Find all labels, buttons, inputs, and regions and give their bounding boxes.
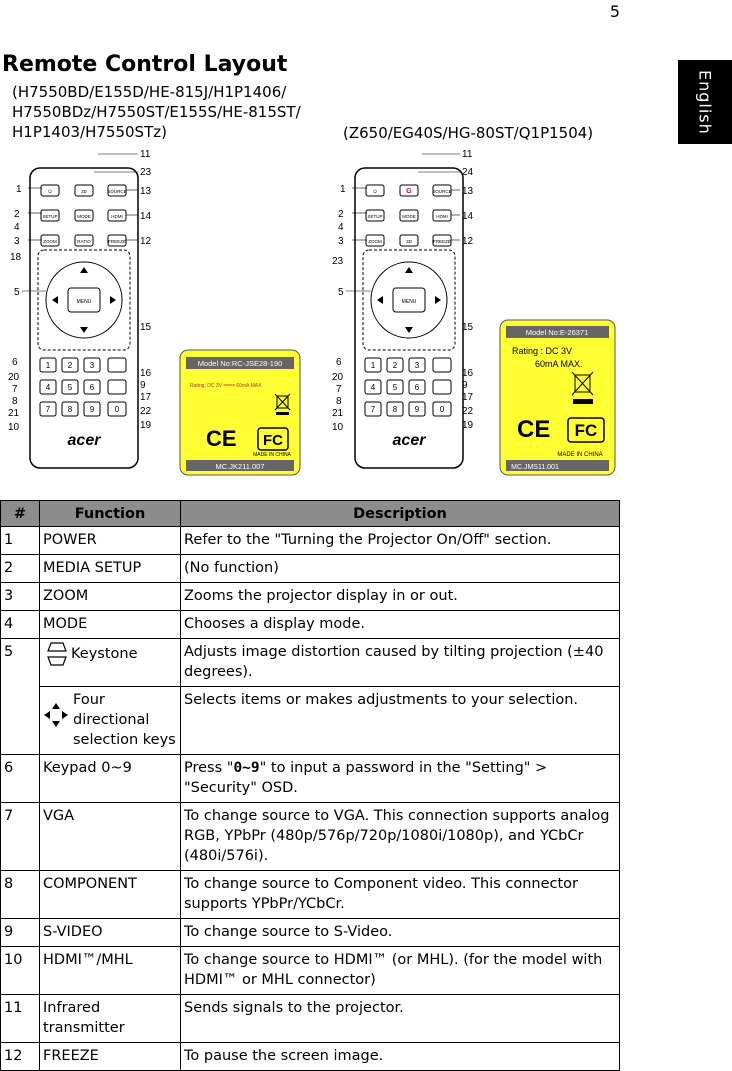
svg-text:4: 4 xyxy=(45,383,51,392)
left-freeze-key: FREEZE xyxy=(108,239,126,244)
table-row xyxy=(1,639,620,687)
svg-text:5: 5 xyxy=(338,287,344,298)
svg-text:1: 1 xyxy=(45,361,51,370)
svg-text:Model No:E-26371: Model No:E-26371 xyxy=(525,328,589,337)
svg-text:2: 2 xyxy=(67,361,73,370)
row-description: Press "0~9" to input a password in the "Setting" > "Security" OSD. xyxy=(181,755,620,803)
svg-text:FC: FC xyxy=(574,421,598,440)
svg-text:60mA MAX.: 60mA MAX. xyxy=(535,359,583,369)
table-row xyxy=(1,583,620,611)
svg-text:9: 9 xyxy=(89,405,95,414)
table-header-row xyxy=(1,501,620,527)
left-model-list: (H7550BD/E155D/HE-815J/H1P1406/ H7550BDz/H7550ST/E155S/HE-815ST/ H1P1403/H7550STz) xyxy=(12,83,301,141)
svg-text:5: 5 xyxy=(14,287,20,298)
row-function: MEDIA SETUP xyxy=(40,555,181,583)
row-description: To change source to S-Video. xyxy=(181,919,620,947)
row-function xyxy=(40,687,181,755)
svg-text:21: 21 xyxy=(8,408,20,419)
svg-text:4: 4 xyxy=(338,222,344,233)
row-function: VGA xyxy=(40,803,181,871)
left-remote xyxy=(30,168,138,468)
svg-text:MADE IN CHINA: MADE IN CHINA xyxy=(557,452,603,458)
language-tab xyxy=(678,60,732,144)
svg-text:3D: 3D xyxy=(406,239,412,244)
function-table xyxy=(0,500,620,1071)
svg-text:Rating : DC 3V: Rating : DC 3V xyxy=(512,346,573,356)
svg-text:3: 3 xyxy=(338,236,344,247)
table-row xyxy=(1,611,620,639)
right-model-list: (Z650/EG40S/HG-80ST/Q1P1504) xyxy=(343,124,594,142)
svg-text:G: G xyxy=(406,188,412,195)
row-number: 2 xyxy=(1,555,40,583)
row-function: MODE xyxy=(40,611,181,639)
row-function: FREEZE xyxy=(40,1043,181,1071)
row-description: To change source to Component video. This connector supports YPbPr/YCbCr. xyxy=(181,871,620,919)
svg-text:7: 7 xyxy=(336,384,342,395)
header-number: # xyxy=(1,501,40,527)
svg-text:MODE: MODE xyxy=(402,214,416,219)
svg-text:5: 5 xyxy=(392,383,398,392)
page-number: 5 xyxy=(609,2,620,21)
svg-text:13: 13 xyxy=(140,186,152,197)
svg-text:⏻: ⏻ xyxy=(373,189,377,194)
page-title: Remote Control Layout xyxy=(2,52,288,77)
left-menu-key: MENU xyxy=(76,299,92,305)
svg-text:9: 9 xyxy=(414,405,420,414)
right-brand-logo: acer xyxy=(392,432,426,449)
svg-text:3: 3 xyxy=(89,361,95,370)
svg-text:22: 22 xyxy=(140,406,152,417)
svg-text:13: 13 xyxy=(462,186,474,197)
row-number: 6 xyxy=(1,755,40,803)
left-hdmi-key: HDMI xyxy=(111,214,123,219)
svg-text:17: 17 xyxy=(140,392,152,403)
svg-text:0: 0 xyxy=(114,405,120,414)
svg-text:10: 10 xyxy=(332,422,344,433)
svg-text:17: 17 xyxy=(462,392,474,403)
svg-text:14: 14 xyxy=(140,211,152,222)
left-remote-label xyxy=(180,350,300,475)
row-number: 5 xyxy=(1,639,40,755)
right-remote-label xyxy=(500,320,615,475)
svg-text:20: 20 xyxy=(8,372,20,383)
svg-text:8: 8 xyxy=(336,396,342,407)
svg-text:12: 12 xyxy=(140,236,152,247)
row-description: To pause the screen image. xyxy=(181,1043,620,1071)
row-description: To change source to HDMI™ (or MHL). (for the model with HDMI™ or MHL connector) xyxy=(181,947,620,995)
direction-keys-label: Four directional selection keys xyxy=(73,692,176,748)
row-function: COMPONENT xyxy=(40,871,181,919)
svg-text:Rating: DC 3V ==== 60mA MAX: Rating: DC 3V ==== 60mA MAX xyxy=(190,383,262,389)
svg-text:9: 9 xyxy=(140,380,146,391)
row-number: 8 xyxy=(1,871,40,919)
table-row xyxy=(1,687,620,755)
row-number: 12 xyxy=(1,1043,40,1071)
row-number: 7 xyxy=(1,803,40,871)
row-number: 10 xyxy=(1,947,40,995)
table-row xyxy=(1,947,620,995)
svg-text:HDMI: HDMI xyxy=(436,214,448,219)
table-row xyxy=(1,555,620,583)
svg-text:6: 6 xyxy=(336,357,342,368)
keypad-keys-bold: 0~9 xyxy=(233,760,260,776)
svg-text:9: 9 xyxy=(462,380,468,391)
svg-text:7: 7 xyxy=(45,405,51,414)
row-description: Refer to the "Turning the Projector On/Off" section. xyxy=(181,527,620,555)
remote-control-figure xyxy=(0,140,620,500)
table-row xyxy=(1,871,620,919)
svg-text:19: 19 xyxy=(140,420,152,431)
row-function: S-VIDEO xyxy=(40,919,181,947)
svg-text:24: 24 xyxy=(462,167,474,178)
left-ratio-key: RATIO xyxy=(77,239,91,244)
row-number: 3 xyxy=(1,583,40,611)
row-function: Keypad 0~9 xyxy=(40,755,181,803)
svg-text:21: 21 xyxy=(332,408,344,419)
svg-text:CE: CE xyxy=(206,426,237,451)
svg-text:14: 14 xyxy=(462,211,474,222)
svg-text:10: 10 xyxy=(8,422,20,433)
row-number: 11 xyxy=(1,995,40,1043)
row-function: Infrared transmitter xyxy=(40,995,181,1043)
svg-text:MC.JK211.007: MC.JK211.007 xyxy=(215,462,265,471)
svg-text:SOURCE: SOURCE xyxy=(432,189,452,194)
row-function xyxy=(40,639,181,687)
row-description: Sends signals to the projector. xyxy=(181,995,620,1043)
left-brand-logo: acer xyxy=(67,432,101,449)
svg-text:2: 2 xyxy=(14,209,20,220)
language-tab-label: English xyxy=(695,69,715,135)
row-description: (No function) xyxy=(181,555,620,583)
right-remote xyxy=(355,168,463,468)
row-number: 9 xyxy=(1,919,40,947)
svg-text:6: 6 xyxy=(414,383,420,392)
table-row xyxy=(1,1043,620,1071)
svg-text:11: 11 xyxy=(140,149,151,160)
table-row xyxy=(1,995,620,1043)
svg-text:3: 3 xyxy=(14,236,20,247)
svg-text:7: 7 xyxy=(370,405,376,414)
svg-text:CE: CE xyxy=(517,416,551,443)
svg-text:MADE IN CHINA: MADE IN CHINA xyxy=(253,452,291,458)
row-description: Zooms the projector display in or out. xyxy=(181,583,620,611)
svg-text:16: 16 xyxy=(462,368,474,379)
svg-text:8: 8 xyxy=(392,405,398,414)
left-source-key: SOURCE xyxy=(107,189,127,194)
svg-text:FREEZE: FREEZE xyxy=(433,239,451,244)
left-3d-key: 3D xyxy=(81,189,87,194)
right-menu-key: MENU xyxy=(401,299,417,305)
svg-text:4: 4 xyxy=(370,383,376,392)
left-mode-key: MODE xyxy=(77,214,91,219)
svg-text:11: 11 xyxy=(462,149,473,160)
keystone-label: Keystone xyxy=(71,646,138,662)
row-number: 1 xyxy=(1,527,40,555)
svg-text:19: 19 xyxy=(462,420,474,431)
svg-text:5: 5 xyxy=(67,383,73,392)
row-description: To change source to VGA. This connection supports analog RGB, YPbPr (480p/576p/720p/1080i/1080p), and YCbCr (480i/576i). xyxy=(181,803,620,871)
svg-text:4: 4 xyxy=(14,222,20,233)
row-description: Adjusts image distortion caused by tilting projection (±40 degrees). xyxy=(181,639,620,687)
svg-text:7: 7 xyxy=(12,384,18,395)
svg-text:SETUP: SETUP xyxy=(367,214,383,219)
svg-text:Model No:RC-JSE28-190: Model No:RC-JSE28-190 xyxy=(197,359,283,368)
svg-text:6: 6 xyxy=(12,357,18,368)
svg-text:3: 3 xyxy=(414,361,420,370)
svg-text:2: 2 xyxy=(392,361,398,370)
svg-text:16: 16 xyxy=(140,368,152,379)
svg-text:1: 1 xyxy=(340,184,346,195)
table-row xyxy=(1,803,620,871)
row-description: Chooses a display mode. xyxy=(181,611,620,639)
svg-text:20: 20 xyxy=(332,372,344,383)
svg-text:6: 6 xyxy=(89,383,95,392)
svg-text:8: 8 xyxy=(12,396,18,407)
svg-text:FC: FC xyxy=(263,432,283,449)
row-function: POWER xyxy=(40,527,181,555)
svg-text:8: 8 xyxy=(67,405,73,414)
keystone-icon xyxy=(43,642,67,666)
row-description: Selects items or makes adjustments to your selection. xyxy=(181,687,620,755)
header-description: Description xyxy=(181,501,620,527)
svg-text:MC.JMS11.001: MC.JMS11.001 xyxy=(511,464,559,471)
four-direction-arrows-icon xyxy=(43,702,69,728)
svg-text:0: 0 xyxy=(439,405,445,414)
header-function: Function xyxy=(40,501,181,527)
svg-text:1: 1 xyxy=(16,184,22,195)
table-row xyxy=(1,527,620,555)
svg-text:15: 15 xyxy=(462,322,474,333)
svg-text:23: 23 xyxy=(140,167,152,178)
row-number: 4 xyxy=(1,611,40,639)
row-function: HDMI™/MHL xyxy=(40,947,181,995)
svg-text:22: 22 xyxy=(462,406,474,417)
table-row xyxy=(1,755,620,803)
row-function: ZOOM xyxy=(40,583,181,611)
left-setup-key: SETUP xyxy=(42,214,58,219)
left-power-key: ⏻ xyxy=(48,189,52,194)
svg-text:2: 2 xyxy=(338,209,344,220)
svg-text:ZOOM: ZOOM xyxy=(368,239,382,244)
table-row xyxy=(1,919,620,947)
left-zoom-key: ZOOM xyxy=(43,239,57,244)
svg-text:12: 12 xyxy=(462,236,474,247)
svg-text:15: 15 xyxy=(140,322,152,333)
svg-text:18: 18 xyxy=(10,252,22,263)
svg-text:1: 1 xyxy=(370,361,376,370)
svg-text:23: 23 xyxy=(332,256,344,267)
